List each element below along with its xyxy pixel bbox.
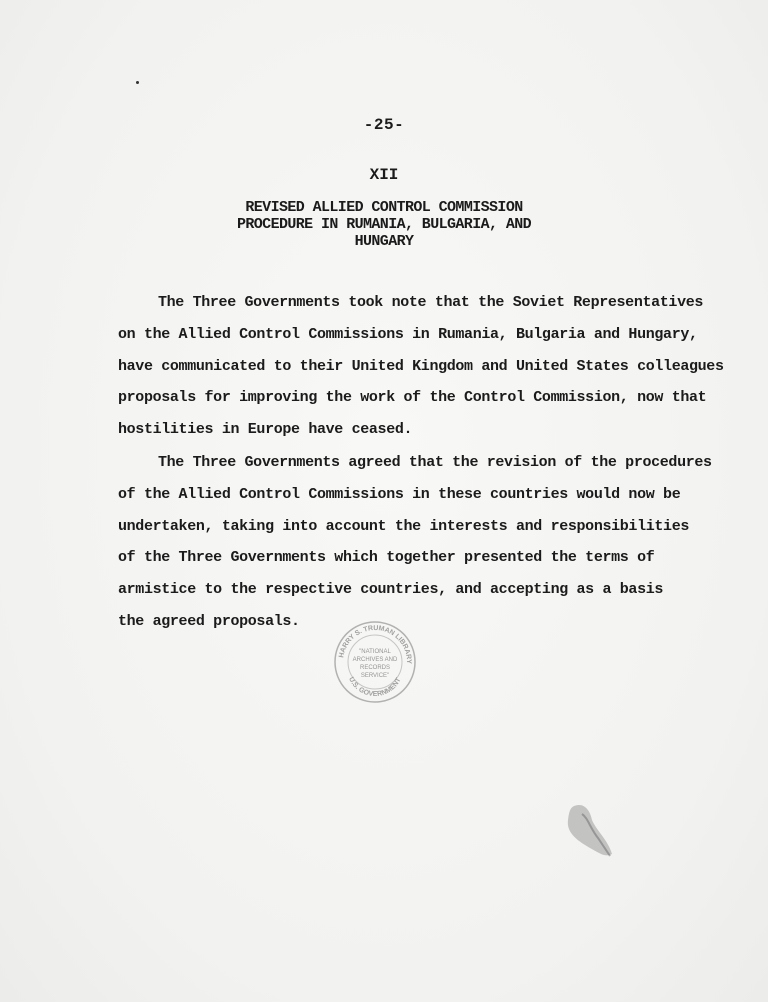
paragraph-line: The Three Governments agreed that the revision of the procedures bbox=[158, 454, 712, 471]
svg-text:U.S. GOVERNMENT bbox=[347, 676, 403, 698]
paragraph-line: of the Allied Control Commissions in these countries would now be bbox=[118, 485, 681, 503]
paragraph-line: The Three Governments took note that the Soviet Representatives bbox=[158, 294, 704, 311]
paragraph-agreement bbox=[118, 447, 712, 638]
stamp-center-line: ARCHIVES AND bbox=[352, 657, 398, 663]
page-number: -25- bbox=[363, 116, 405, 134]
paragraph-line: the agreed proposals. bbox=[118, 612, 300, 630]
paragraph-line: proposals for improving the work of the Control Commission, now that bbox=[118, 389, 707, 407]
stamp-center-line: RECORDS bbox=[359, 665, 391, 671]
paragraph-line: undertaken, taking into account the interests and responsibilities bbox=[118, 517, 689, 535]
section-number: XII bbox=[369, 166, 399, 184]
heading-line: HUNGARY bbox=[354, 233, 414, 250]
paragraph-note bbox=[118, 287, 724, 446]
heading-line: REVISED ALLIED CONTROL COMMISSION bbox=[245, 199, 523, 216]
paragraph-line: of the Three Governments which together presented the terms of bbox=[118, 549, 655, 567]
section-heading bbox=[0, 199, 768, 250]
paragraph-line: armistice to the respective countries, and accepting as a basis bbox=[118, 581, 664, 599]
ink-speck bbox=[136, 81, 139, 84]
paragraph-line: have communicated to their United Kingdom and United States colleagues bbox=[118, 357, 724, 375]
stamp-bottom-arc: U.S. GOVERNMENT bbox=[347, 676, 403, 699]
paragraph-line: hostilities in Europe have ceased. bbox=[118, 421, 413, 439]
stamp-center-line: SERVICE" bbox=[360, 673, 390, 679]
heading-line: PROCEDURE IN RUMANIA, BULGARIA, AND bbox=[236, 216, 532, 233]
archive-seal-stamp bbox=[333, 620, 417, 704]
paragraph-line: on the Allied Control Commissions in Rumania, Bulgaria and Hungary, bbox=[118, 325, 698, 343]
stamp-center-line: "NATIONAL bbox=[359, 649, 391, 655]
paper-smudge bbox=[560, 800, 616, 864]
stamp-top-arc: HARRY S. TRUMAN LIBRARY bbox=[338, 624, 413, 664]
